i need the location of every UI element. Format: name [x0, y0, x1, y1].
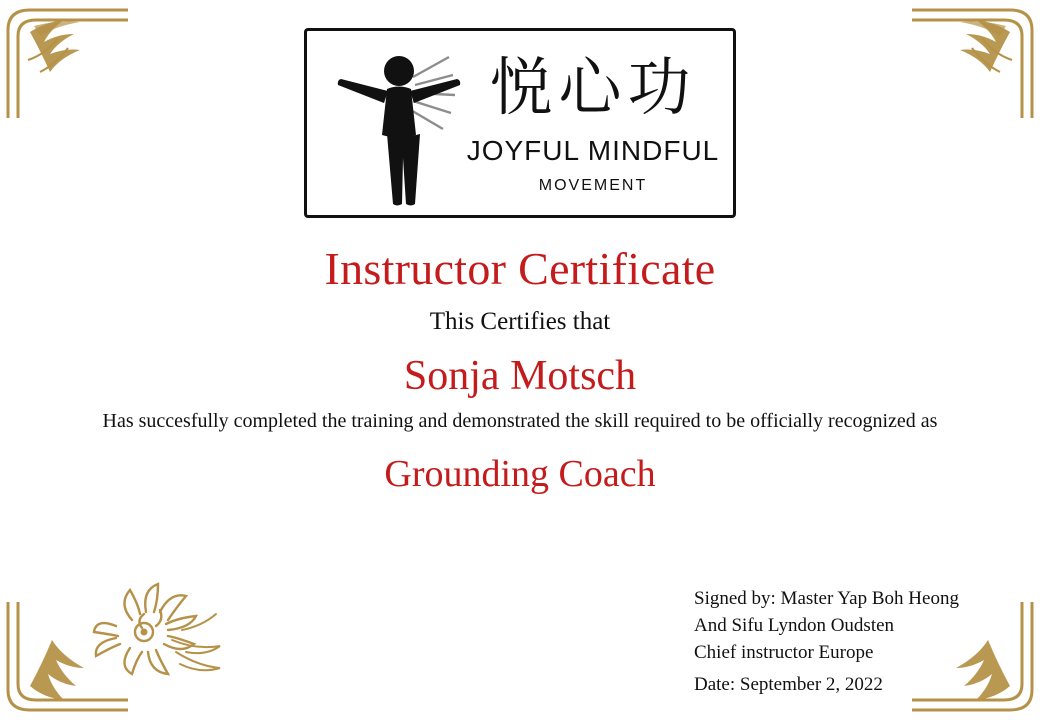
corner-flourish-icon — [0, 0, 130, 120]
signature-date: Date: September 2, 2022 — [694, 674, 883, 695]
logo-brand-line-2: MOVEMENT — [538, 177, 648, 194]
signature-line-3: Chief instructor Europe — [694, 642, 874, 663]
certifies-line: This Certifies that — [429, 308, 611, 335]
signature-block — [694, 585, 1014, 666]
standing-person-icon — [325, 39, 475, 211]
signature-line-2: And Sifu Lyndon Oudsten — [694, 615, 895, 636]
signature-line-1: Signed by: Master Yap Boh Heong — [694, 588, 959, 609]
corner-flourish-icon — [0, 600, 130, 720]
logo-frame — [304, 28, 736, 218]
certificate-title: Instructor Certificate — [324, 243, 716, 294]
achievement-line: Has succesfully completed the training and demonstrated the skill required to be officially recognized as — [102, 410, 938, 432]
recipient-name: Sonja Motsch — [403, 353, 637, 399]
corner-flourish-icon — [910, 0, 1040, 120]
chrysanthemum-flourish-icon — [72, 568, 247, 678]
logo-brand-line-1: JOYFUL MINDFUL — [466, 135, 720, 166]
logo-chinese-text: 悦心功 — [489, 51, 697, 124]
role-title: Grounding Coach — [384, 453, 656, 495]
